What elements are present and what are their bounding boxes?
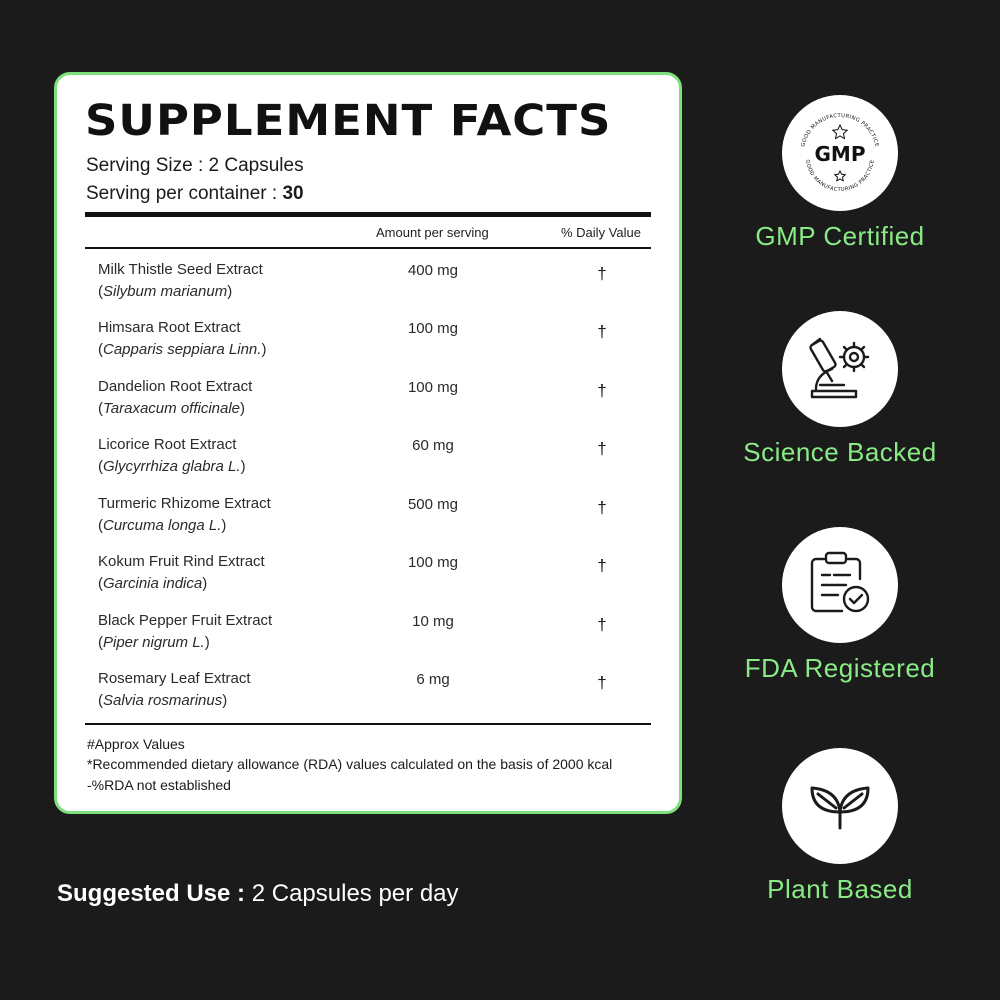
ingredient-name: Turmeric Rhizome Extract	[98, 495, 271, 512]
serving-size	[86, 155, 304, 177]
ingredient-name: Licorice Root Extract	[98, 436, 237, 453]
panel-title: SUPPLEMENT FACTS	[85, 95, 612, 146]
ingredient-latin-name: (Taraxacum officinale)	[98, 400, 246, 417]
ingredient-daily-value: †	[597, 264, 607, 283]
column-header-amount: Amount per serving	[376, 225, 489, 240]
badge-label: GMP Certified	[755, 221, 925, 251]
ingredient-row	[57, 261, 679, 319]
ingredient-amount: 10 mg	[412, 613, 454, 630]
ingredient-daily-value: †	[597, 556, 607, 575]
suggested-use-value: 2 Capsules per day	[251, 880, 459, 907]
footnote: *Recommended dietary allowance (RDA) values calculated on the basis of 2000 kcal	[87, 756, 613, 772]
ingredient-daily-value: †	[597, 381, 607, 400]
ingredient-amount: 500 mg	[407, 496, 459, 513]
ingredient-amount: 400 mg	[407, 262, 459, 279]
ingredient-row	[57, 378, 679, 436]
ingredient-amount: 60 mg	[412, 437, 454, 454]
servings-label: Serving per container :	[86, 183, 278, 204]
footnote: #Approx Values	[87, 736, 185, 752]
ingredient-amount: 6 mg	[416, 671, 450, 688]
badge-label: Plant Based	[767, 874, 913, 904]
ingredient-name: Black Pepper Fruit Extract	[98, 612, 273, 629]
servings-per-container	[86, 183, 304, 205]
ingredient-amount: 100 mg	[407, 554, 459, 571]
microscope-icon	[782, 311, 898, 427]
ingredient-row	[57, 495, 679, 553]
ingredient-row	[57, 436, 679, 494]
ingredient-latin-name: (Glycyrrhiza glabra L.)	[98, 458, 246, 475]
footnote: -%RDA not established	[87, 777, 231, 793]
divider-header	[85, 247, 651, 249]
badge-label: FDA Registered	[744, 653, 936, 683]
supplement-facts-panel	[54, 72, 682, 814]
ingredient-daily-value: †	[597, 439, 607, 458]
ingredient-latin-name: (Capparis seppiara Linn.)	[98, 341, 267, 358]
serving-size-label: Serving Size :	[86, 155, 204, 176]
ingredient-latin-name: (Garcinia indica)	[98, 575, 208, 592]
ingredient-amount: 100 mg	[407, 379, 459, 396]
serving-size-value: 2 Capsules	[208, 155, 304, 176]
divider-thick	[85, 212, 651, 217]
seal-ring-text: GOOD MANUFACTURING PRACTICE	[800, 112, 880, 148]
ingredient-latin-name: (Curcuma longa L.)	[98, 517, 227, 534]
seal-ring-text-bottom: GOOD MANUFACTURING PRACTICE	[804, 159, 876, 194]
ingredient-name: Dandelion Root Extract	[98, 378, 253, 395]
suggested-use	[57, 880, 459, 908]
ingredient-row	[57, 612, 679, 670]
suggested-use-label: Suggested Use :	[57, 880, 246, 907]
clipboard-check-icon	[782, 527, 898, 643]
ingredient-daily-value: †	[597, 615, 607, 634]
ingredient-latin-name: (Silybum marianum)	[98, 283, 233, 300]
ingredient-name: Milk Thistle Seed Extract	[98, 261, 263, 278]
seal-text: GMP	[814, 142, 866, 166]
ingredient-name: Rosemary Leaf Extract	[98, 670, 251, 687]
ingredient-daily-value: †	[597, 498, 607, 517]
ingredient-daily-value: †	[597, 673, 607, 692]
ingredient-daily-value: †	[597, 322, 607, 341]
ingredient-name: Himsara Root Extract	[98, 319, 241, 336]
column-header-daily-value: % Daily Value	[561, 225, 641, 240]
divider-footer	[85, 723, 651, 725]
ingredient-row	[57, 319, 679, 377]
servings-value: 30	[282, 183, 304, 204]
leaves-icon	[782, 748, 898, 864]
ingredient-latin-name: (Salvia rosmarinus)	[98, 692, 228, 709]
ingredient-amount: 100 mg	[407, 320, 459, 337]
ingredient-row	[57, 670, 679, 728]
gmp-seal-icon	[782, 95, 898, 211]
ingredient-latin-name: (Piper nigrum L.)	[98, 634, 210, 651]
ingredient-name: Kokum Fruit Rind Extract	[98, 553, 265, 570]
badge-label: Science Backed	[743, 437, 937, 467]
ingredient-row	[57, 553, 679, 611]
